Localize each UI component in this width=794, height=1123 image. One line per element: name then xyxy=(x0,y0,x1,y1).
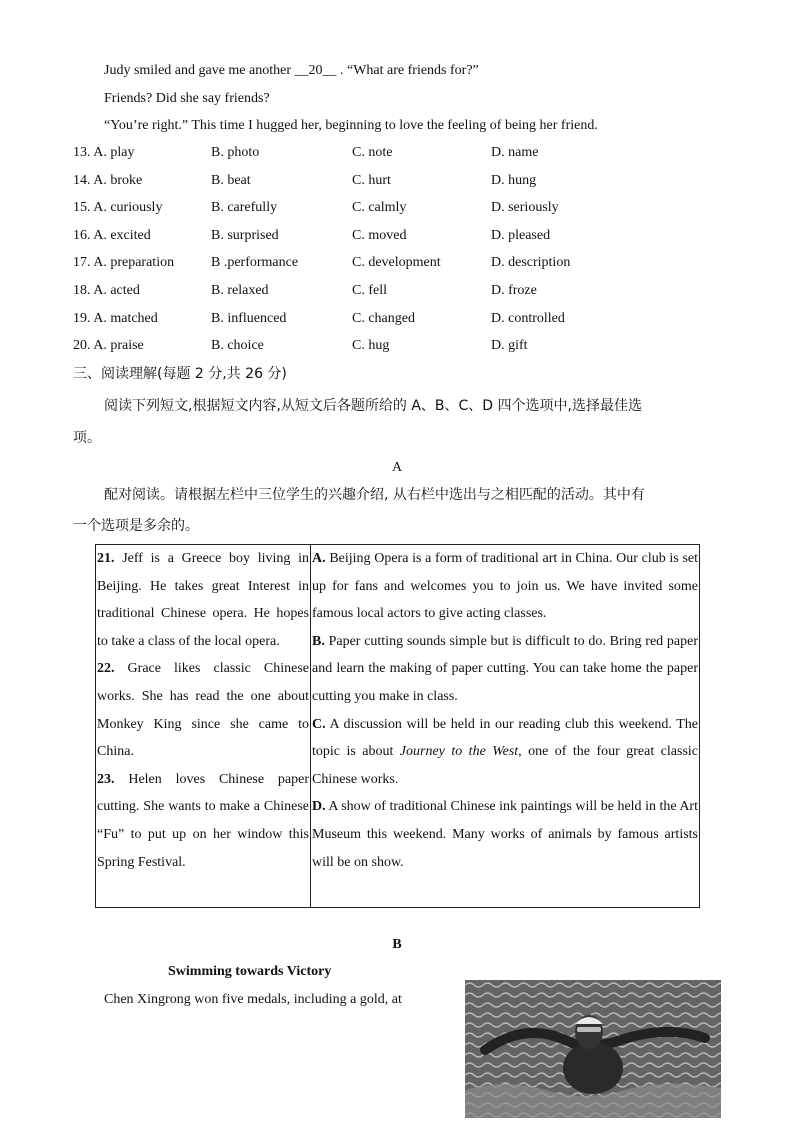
story-line-3: “You’re right.” This time I hugged her, beginning to love the feeling of being her friend. xyxy=(104,118,598,133)
part-a-instruction-line-2: 一个选项是多余的。 xyxy=(73,518,199,534)
question-14-option-num: 14. A. broke xyxy=(73,172,143,188)
right-item-text: Beijing Opera is a form of traditional art in China. Our club is set up for fans and welcomes you to join us. We have invited some famous local actors to give acting classes. xyxy=(312,551,698,622)
question-19-option-num: 19. A. matched xyxy=(73,310,158,326)
question-14-option-d: D. hung xyxy=(491,172,537,188)
question-16-option-num: 16. A. excited xyxy=(73,227,151,243)
right-item-number: B. xyxy=(312,633,325,649)
left-item xyxy=(97,545,309,655)
question-18-option-num: 18. A. acted xyxy=(73,283,140,298)
question-14-option-b: B. beat xyxy=(211,172,251,188)
right-item-text: A show of traditional Chinese ink paintings will be held in the Art Museum this weekend. Many works of animals by famous artists will be on show. xyxy=(312,799,698,870)
question-17-option-c: C. development xyxy=(352,255,441,271)
right-item-number: A. xyxy=(312,551,326,566)
question-13-option-num: 13. A. play xyxy=(73,145,135,160)
question-20-option-b: B. choice xyxy=(211,338,264,354)
right-item-number: C. xyxy=(312,716,326,732)
left-item-number: 21. xyxy=(97,551,115,566)
right-item-text: A discussion will be held in our reading club this weekend. The topic is about xyxy=(312,716,698,760)
student-interests-column xyxy=(96,545,311,908)
left-item-number: 22. xyxy=(97,661,115,677)
question-18-option-c: C. fell xyxy=(352,283,387,298)
left-item-text: Grace likes classic Chinese works. She has read the one about Monkey King since she came to China. xyxy=(97,661,309,760)
section-instruction-line-2: 项。 xyxy=(73,430,101,446)
question-16-option-b: B. surprised xyxy=(211,227,279,243)
story-line-2: Friends? Did she say friends? xyxy=(104,91,270,106)
left-item xyxy=(97,655,309,765)
right-item-text: Paper cutting sounds simple but is difficult to do. Bring red paper and learn the making of paper cutting. You can take home the paper cutting you make in class. xyxy=(312,633,698,704)
story-line-1: Judy smiled and gave me another __20__ . “What are friends for?” xyxy=(104,63,479,78)
passage-b-title: Swimming towards Victory xyxy=(168,964,332,979)
question-19-option-b: B. influenced xyxy=(211,310,287,326)
activities-column xyxy=(311,545,700,908)
question-17-option-d: D. description xyxy=(491,255,571,271)
question-15-option-c: C. calmly xyxy=(352,200,407,216)
question-13-option-b: B. photo xyxy=(211,145,260,160)
part-a-instruction-line-1: 配对阅读。请根据左栏中三位学生的兴趣介绍, 从右栏中选出与之相匹配的活动。其中有 xyxy=(104,487,645,503)
left-item-text: Helen loves Chinese paper cutting. She wants to make a Chinese “Fu” to put up on her window this Spring Festival. xyxy=(97,771,309,870)
question-20-option-d: D. gift xyxy=(491,338,528,354)
right-item-number: D. xyxy=(312,799,326,815)
left-item-number: 23. xyxy=(97,771,115,787)
question-18-option-b: B. relaxed xyxy=(211,283,269,298)
question-15-option-b: B. carefully xyxy=(211,200,278,216)
question-20-option-num: 20. A. praise xyxy=(73,338,144,354)
book-title: Journey to the West xyxy=(399,744,519,760)
question-18-option-d: D. froze xyxy=(491,283,537,298)
question-17-option-num: 17. A. preparation xyxy=(73,255,175,271)
right-item-text: , one of the four great classic Chinese works. xyxy=(312,744,698,787)
question-19-option-d: D. controlled xyxy=(491,310,565,326)
section-instruction-line-1: 阅读下列短文,根据短文内容,从短文后各题所给的 A、B、C、D 四个选项中,选择最佳选 xyxy=(104,398,642,414)
question-17-option-b: B .performance xyxy=(211,255,299,271)
right-item xyxy=(312,545,698,628)
part-b-label: B xyxy=(392,937,402,952)
matching-table xyxy=(95,544,700,908)
part-a-label: A xyxy=(391,460,403,475)
left-item-text: Jeff is a Greece boy living in Beijing. He takes great Interest in traditional Chinese opera. He hopes to take a class of the local opera. xyxy=(97,551,309,649)
passage-b-line-1: Chen Xingrong won five medals, including a gold, at xyxy=(104,992,402,1007)
right-item xyxy=(312,711,698,794)
question-16-option-d: D. pleased xyxy=(491,227,551,243)
section-heading: 三、阅读理解(每题 2 分,共 26 分) xyxy=(73,366,287,382)
right-item xyxy=(312,793,698,876)
question-15-option-num: 15. A. curiously xyxy=(73,200,163,216)
question-15-option-d: D. seriously xyxy=(491,200,559,216)
swimmer-photo xyxy=(465,980,721,1118)
left-item xyxy=(97,766,309,876)
right-item xyxy=(312,628,698,711)
question-13-option-c: C. note xyxy=(352,145,393,160)
question-19-option-c: C. changed xyxy=(352,310,415,326)
question-16-option-c: C. moved xyxy=(352,227,407,243)
question-20-option-c: C. hug xyxy=(352,338,390,354)
question-13-option-d: D. name xyxy=(491,145,539,160)
question-14-option-c: C. hurt xyxy=(352,172,391,188)
